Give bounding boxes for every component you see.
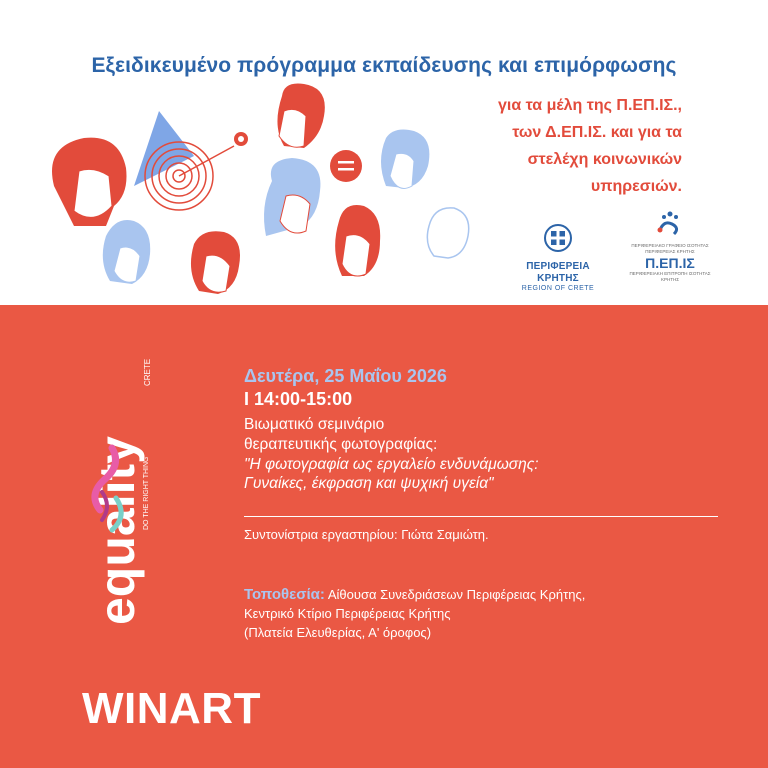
head-icon: [381, 130, 429, 189]
location-line: Αίθουσα Συνεδριάσεων Περιφέρειας Κρήτης,: [327, 587, 586, 602]
divider: [244, 516, 718, 517]
winart-logo: WINART: [82, 684, 261, 733]
head-icon: [103, 220, 150, 284]
pepis-logo: [622, 210, 718, 283]
location-line: Κεντρικό Κτίριο Περιφέρειας Κρήτης: [244, 606, 451, 621]
seminar-subtitle: [244, 455, 539, 493]
event-time: 14:00-15:00: [254, 389, 353, 409]
head-icon: [335, 205, 380, 276]
coordinator: Συντονίστρια εργαστηρίου: Γιώτα Σαμιώτη.: [244, 527, 489, 542]
region-title: ΠΕΡΙΦΕΡΕΙΑ ΚΡΗΤΗΣ: [526, 261, 590, 284]
pepis-small-top: ΠΕΡΙΦΕΡΕΙΑΚΟ ΓΡΑΦΕΙΟ ΙΣΟΤΗΤΑΣ ΠΕΡΙΦΕΡΕΙΑΣ ΚΡΗΤΗΣ: [631, 243, 709, 254]
audience-line: υπηρεσιών.: [590, 178, 682, 195]
event-time-line: [244, 388, 539, 410]
pepis-small-bottom: ΠΕΡΙΦΕΡΕΙΑΚΗ ΕΠΙΤΡΟΠΗ ΙΣΟΤΗΤΑΣ ΚΡΗΤΗΣ: [629, 271, 711, 282]
location-line: (Πλατεία Ελευθερίας, Α' όροφος): [244, 625, 432, 640]
region-subtitle: REGION OF CRETE: [521, 285, 595, 292]
event-details: [244, 364, 539, 493]
head-icon: [191, 231, 240, 294]
head-icon: [277, 84, 324, 149]
chat-bubble-icon: [330, 150, 362, 182]
location: [244, 585, 585, 642]
equality-word: equality: [89, 436, 145, 625]
audience-line: για τα μέλη της Π.ΕΠ.ΙΣ.,: [497, 97, 682, 114]
equality-tagline: DO THE RIGHT THING: [143, 456, 150, 530]
seminar-line: θεραπευτικής φωτογραφίας:: [244, 436, 438, 453]
audience-line: των Δ.ΕΠ.ΙΣ. και για τα: [512, 124, 682, 141]
quote-line: "Η φωτογραφία ως εργαλείο ενδυνάμωσης:: [244, 456, 539, 473]
headline: Εξειδικευμένο πρόγραμμα εκπαίδευσης και επιμόρφωσης: [91, 54, 677, 77]
equality-logo: [82, 330, 172, 630]
location-label: Τοποθεσία:: [244, 586, 325, 603]
equality-crete: CRETE: [143, 358, 152, 386]
seminar-line: Βιωματικό σεμινάριο: [244, 416, 385, 433]
head-icon: [427, 208, 468, 258]
head-icon: [52, 138, 127, 226]
event-date: Δευτέρα, 25 Μαΐου 2026: [244, 366, 447, 386]
pepis-symbol-icon: [650, 210, 690, 238]
audience-text: [472, 92, 682, 200]
audience-line: στελέχη κοινωνικών: [527, 151, 682, 168]
quote-line: Γυναίκες, έκφραση και ψυχική υγεία": [244, 475, 494, 492]
seminar-title: [244, 415, 539, 455]
region-of-crete-logo: [508, 222, 608, 292]
greek-emblem-icon: [540, 222, 576, 254]
time-separator: Ι: [244, 389, 250, 409]
heads-illustration: [34, 76, 484, 301]
gear-icon: [234, 132, 248, 146]
head-icon: [264, 158, 320, 236]
pepis-name: Π.ΕΠ.ΙΣ: [645, 255, 695, 271]
top-panel: [0, 0, 768, 305]
